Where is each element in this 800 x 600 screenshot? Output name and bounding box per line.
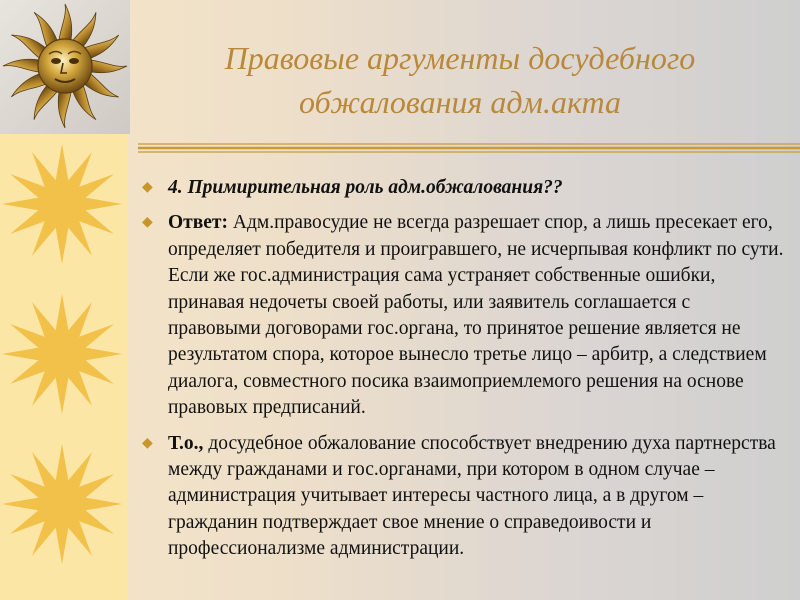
item-lead: Т.о., [168,432,204,454]
bullet-icon: ◆ [142,215,153,231]
item-text: Адм.правосудие не всегда разрешает спор, а лишь пресекает его, определяет победителя и проигравшего, не исчерпывая конфликт по сути. Если же гос.администрация сама устраняет собственные ошибки, принавая недочеты своей работы, или заявитель соглашается с правовыми договорами гос.органа, то принятое решение является не результатом спора, которое вынесло третье лицо – арбитр, а следствием диалога, совместного посика взаимоприемлемого решения на основе правовых предписаний. [168,212,784,419]
title-line-1: Правовые аргументы досудебного [224,40,696,76]
item-text: досудебное обжалование способствует внедрению духа партнерства между гражданами и гос.органами, при котором в одном случае – администрация учитывает интересы частного лица, а в другом – гражданин подтверждает свое мнение о справедоивости и профессионализме администрации. [168,432,776,560]
list-item [140,210,786,421]
slide-content [140,175,786,572]
logo-box [0,0,130,134]
bullet-icon: ◆ [142,180,153,195]
item-text: 4. Примирительная роль адм.обжалования?? [168,177,563,198]
title-divider [138,141,800,157]
title-line-2: обжалования адм.акта [298,84,621,120]
item-lead: Ответ: [168,212,229,234]
gold-sun-face-icon [0,0,130,134]
bullet-icon: ◆ [142,435,153,451]
slide-title [140,36,780,124]
sun-icon [0,290,128,418]
list-item [140,431,786,563]
sun-icon [0,140,128,268]
list-item [140,175,786,201]
sun-icon [0,440,128,568]
